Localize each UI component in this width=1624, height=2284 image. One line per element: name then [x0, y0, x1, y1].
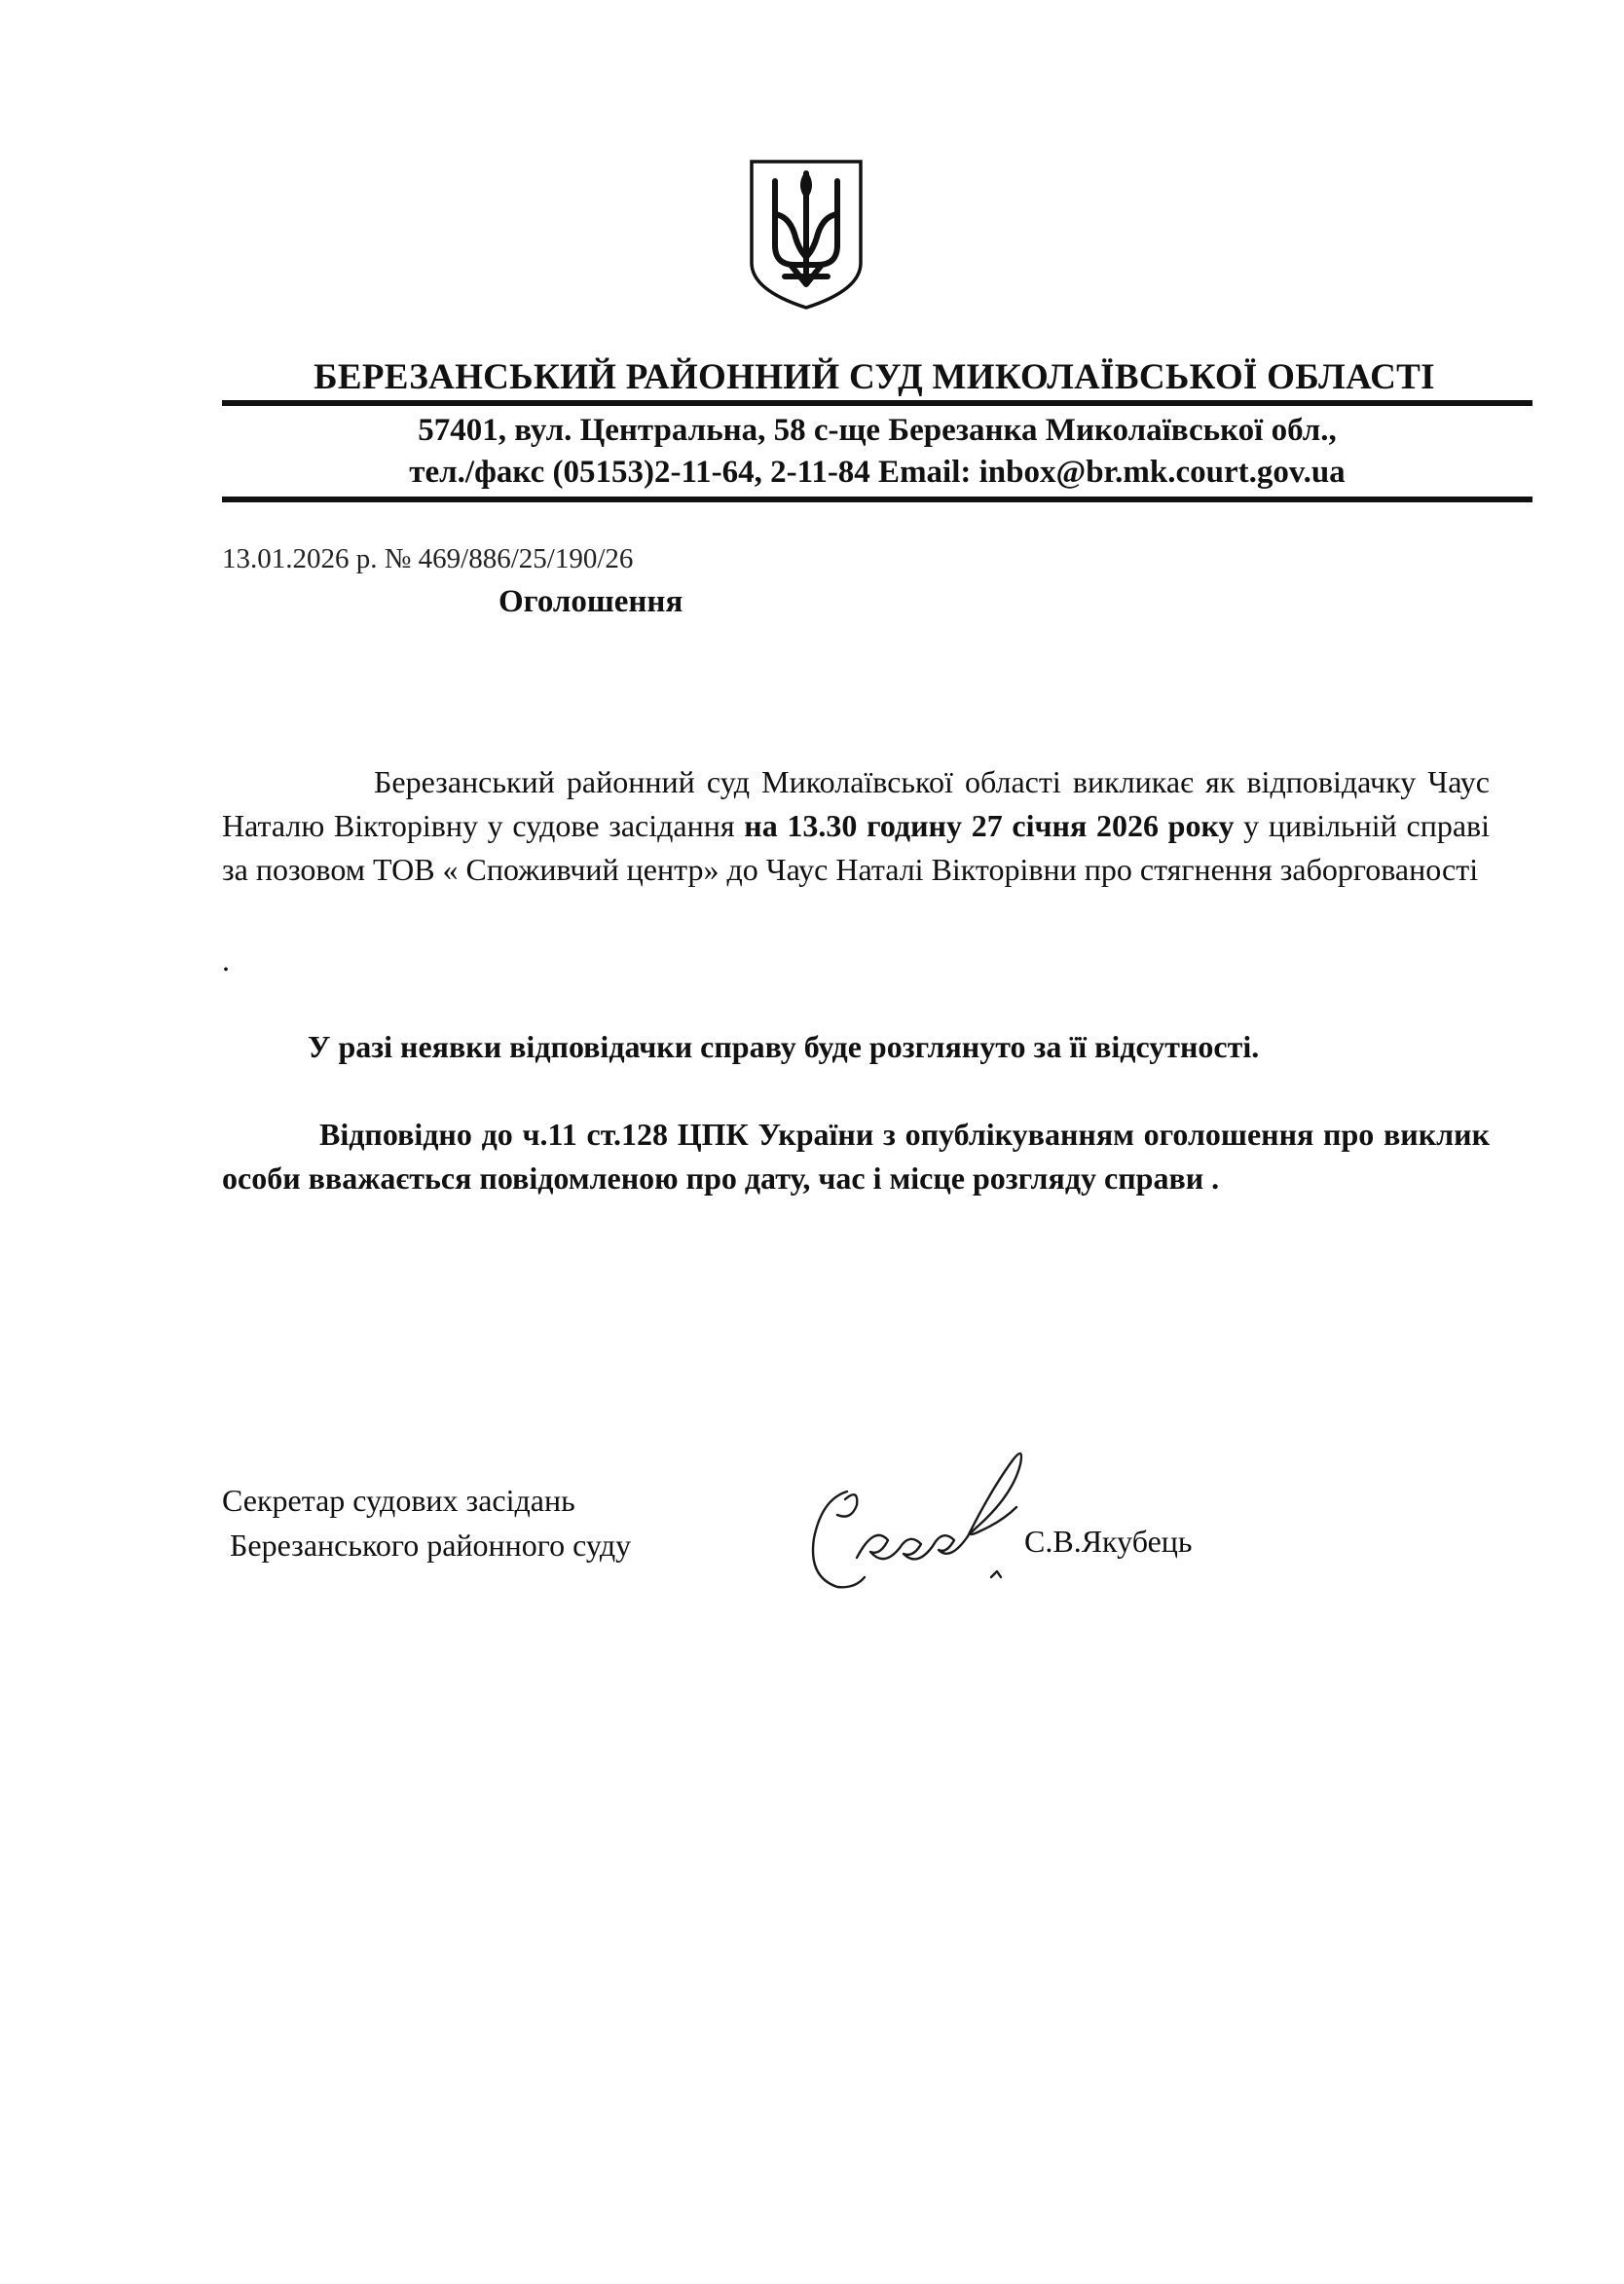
signatory-role-line-2: Березанського районного суду [230, 1528, 632, 1563]
stray-dot: . [222, 942, 230, 977]
court-contacts: тел./факс (05153)2-11-64, 2-11-84 Email: inbox@br.mk.court.gov.ua [409, 455, 1346, 490]
summons-text-part-1: Березанський районний суд Миколаївської області викликає як відповідачку Чаус Наталю Вікторівну у судове засідання [222, 764, 1490, 843]
court-name: БЕРЕЗАНСЬКИЙ РАЙОННИЙ СУД МИКОЛАЇВСЬКОЇ ОБЛАСТІ [314, 357, 1435, 397]
summons-paragraph [222, 760, 1490, 892]
handwritten-signature-icon [787, 1431, 1079, 1606]
hearing-datetime: на 13.30 годину 27 січня 2026 року [744, 808, 1235, 843]
absence-notice-paragraph: У разі неявки відповідачки справу буде розглянуто за її відсутності. [308, 1029, 1260, 1064]
header-rule-top [222, 400, 1532, 406]
document-title: Оголошення [498, 584, 683, 619]
summons-text-part-3: у цивільній справі за позовом ТОВ « Споживчий центр» до Чаус Наталі Вікторівни про стягнення заборгованості [222, 808, 1491, 887]
court-address: 57401, вул. Центральна, 58 с-ще Березанка Миколаївської обл., [418, 413, 1337, 448]
trident-coat-of-arms-icon [746, 156, 867, 313]
header-rule-bottom [222, 497, 1532, 502]
legal-basis-paragraph: Відповідно до ч.11 ст.128 ЦПК України з опублікуванням оголошення про виклик особи вважається повідомленою про дату, час і місце розгляду справи . [222, 1117, 1490, 1196]
signatory-name: С.В.Якубець [1024, 1524, 1193, 1559]
signatory-role [222, 1478, 631, 1567]
document-reference: 13.01.2026 р. № 469/886/25/190/26 [222, 543, 634, 574]
signatory-role-line-1: Секретар судових засідань [222, 1483, 575, 1518]
